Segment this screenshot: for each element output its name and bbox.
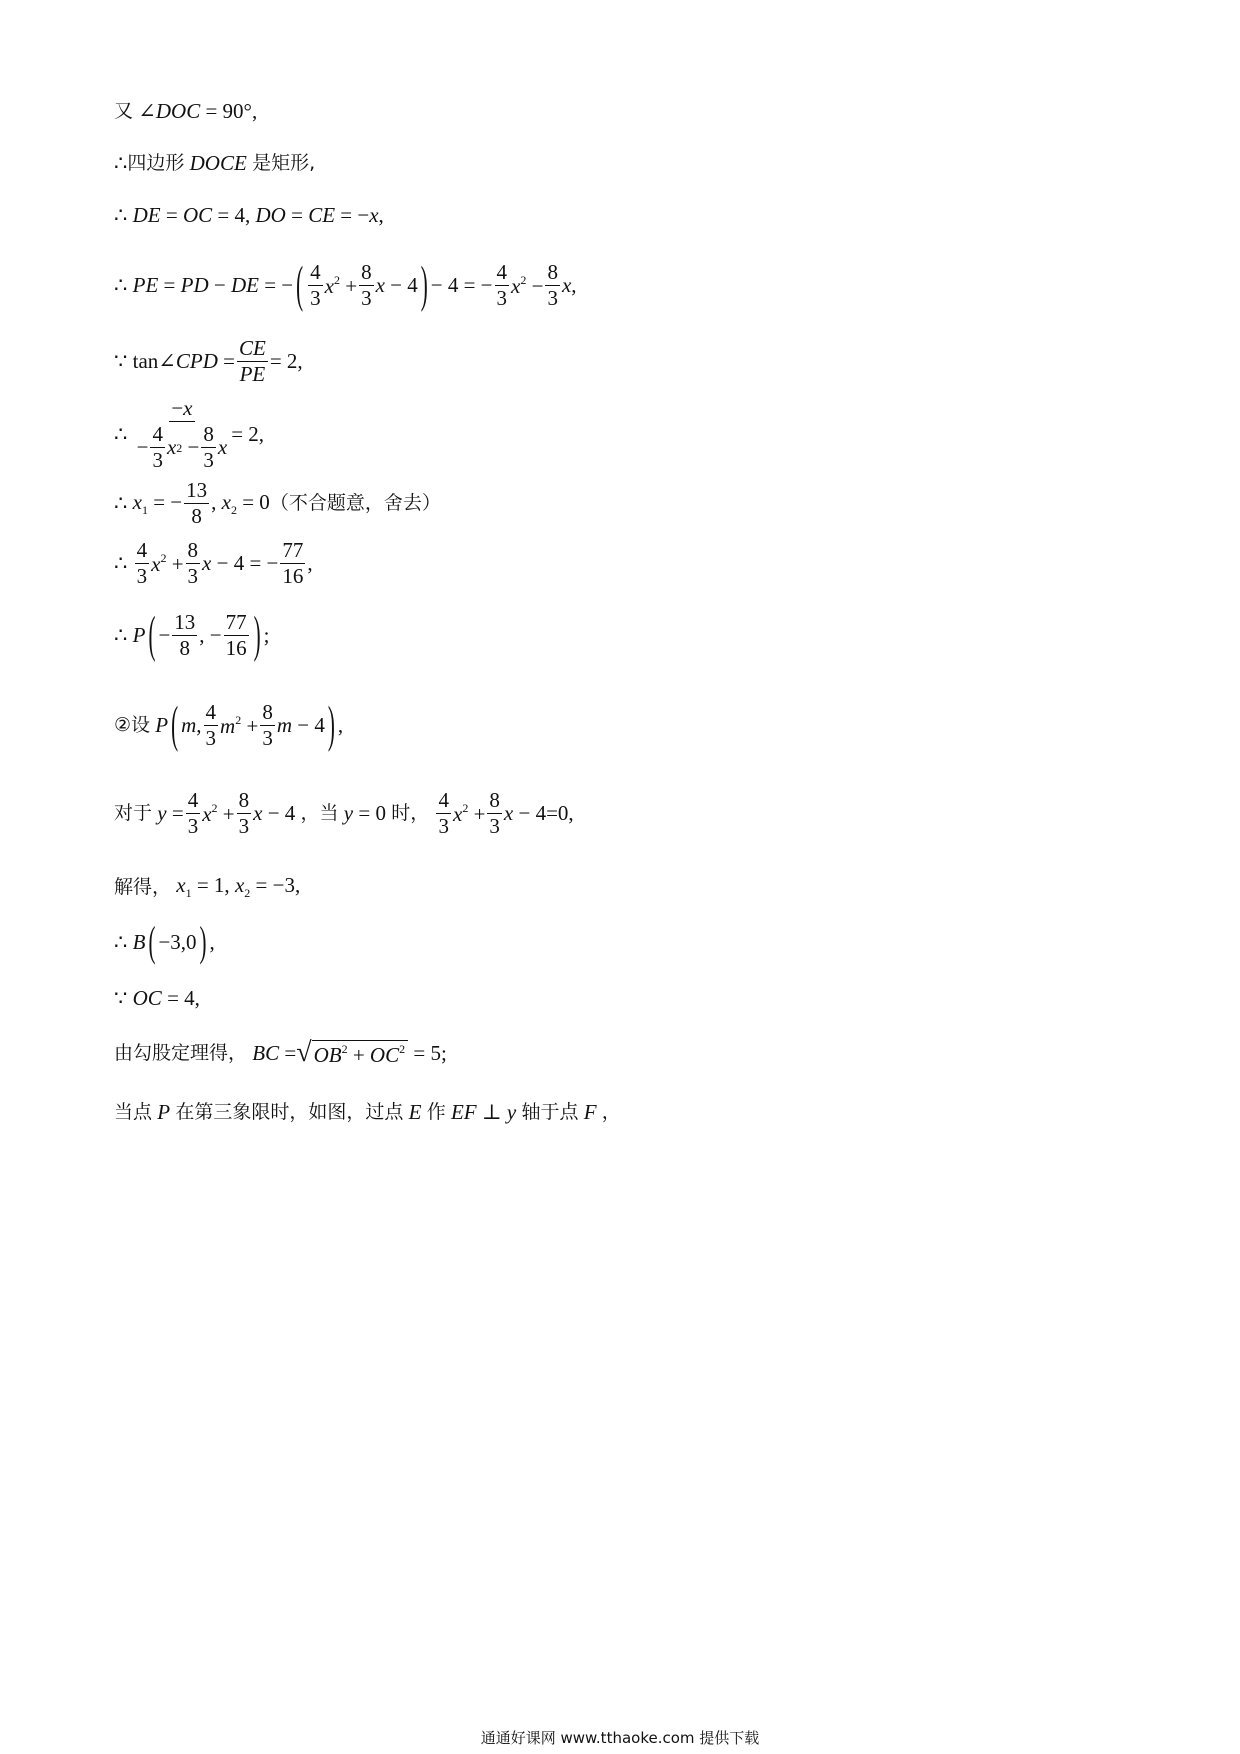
- footer-source-note: 通通好课网 www.tthaoke.com 提供下载: [480, 1729, 760, 1747]
- solution-line-12: 解得， $x_1 = 1$, $x_2 = -3$,: [114, 873, 301, 900]
- solution-line-10: ②设 P ( m, $\frac{4}{3}$ $m^2$ + $\frac{8}{3}$ m − 4 ) ,: [114, 695, 344, 754]
- solution-line-14: ∵ OC = 4,: [114, 986, 200, 1010]
- solution-line-11: 对于 y = $\frac{4}{3}$ $x^2$ + $\frac{8}{3}$ x − 4 ，当 y = 0 时， $\frac{4}{3}$ $x^2$ + $\frac{8}{3}$ x − 4=0,: [114, 788, 574, 838]
- solution-line-3: ∴ DE = OC = 4, DO = CE = −x,: [114, 203, 384, 227]
- solution-line-7: ∴ $x_1$ = − $\frac{13}{8}$ , $x_2 = 0$ （不合题意，舍去）: [114, 478, 441, 528]
- solution-line-9: ∴ P ( − $\frac{13}{8}$ , − $\frac{77}{16}$ ) ;: [114, 605, 270, 664]
- solution-line-4: ∴ PE = PD − DE = − ( $\frac{4}{3}$ $x^2$ + $\frac{8}{3}$ x − 4 ) − 4 = − $\frac{4}{3}$ $x^2$ − $\frac{8}{3}$ x,: [114, 255, 577, 314]
- solution-line-6: ∴ −x − $\frac{4}{3}$ x 2 − $\frac{8}{3}$ x = 2,: [114, 396, 265, 472]
- solution-line-8: ∴ $\frac{4}{3}$ $x^2$ + $\frac{8}{3}$ x − 4 = − $\frac{77}{16}$ ,: [114, 538, 313, 588]
- solution-line-1: 又 ∠DOC = 90°,: [114, 99, 258, 123]
- solution-line-15: 由勾股定理得， BC = √ $OB^2 + OC^2$ = 5;: [114, 1037, 447, 1068]
- solution-line-13: ∴ B ( −3,0 ) ,: [114, 917, 215, 966]
- solution-line-16: 当点 P 在第三象限时，如图，过点 E 作 EF ⊥ y 轴于点 F ，: [114, 1100, 621, 1124]
- solution-line-2: ∴ 四边形 DOCE 是矩形,: [114, 151, 316, 175]
- solution-line-5: ∵ tan∠CPD = $\frac{CE}{PE}$ = 2,: [114, 336, 303, 386]
